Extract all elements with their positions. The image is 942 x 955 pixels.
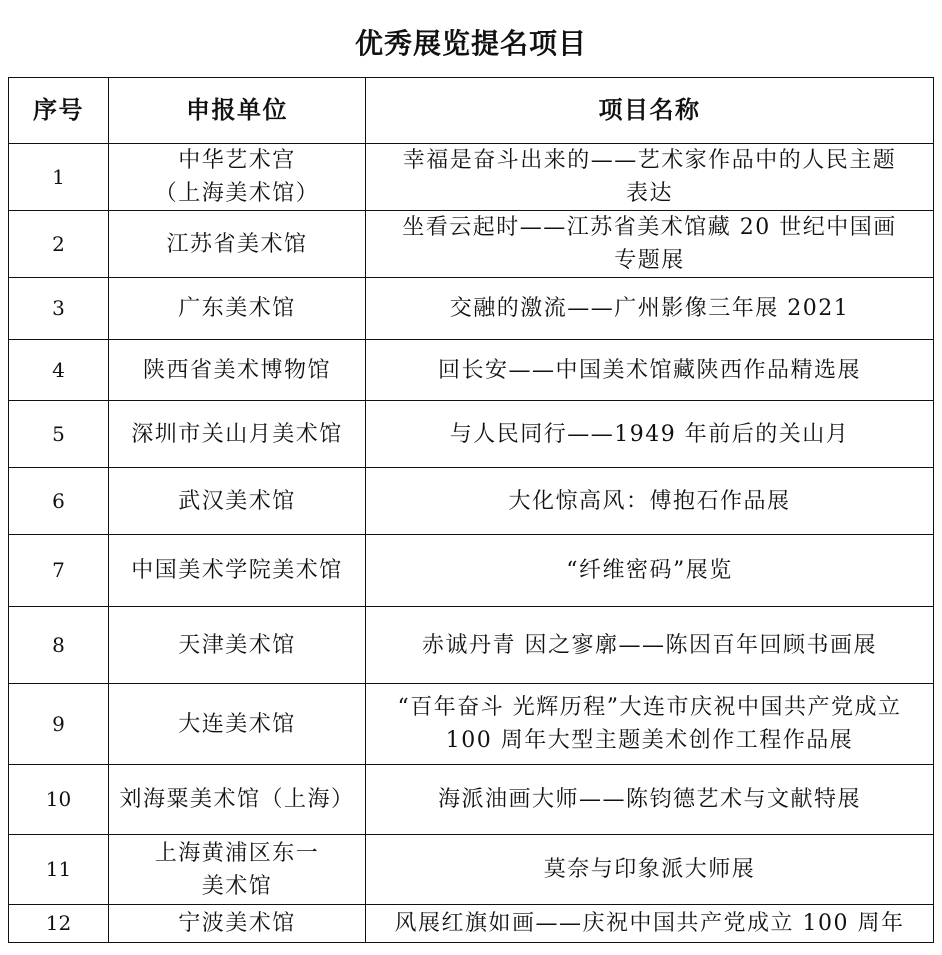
row-project: 交融的激流——广州影像三年展 2021: [366, 278, 934, 340]
row-number: 12: [9, 905, 109, 943]
table-row: [9, 607, 934, 684]
row-project: 回长安——中国美术馆藏陕西作品精选展: [366, 340, 934, 401]
table-body: [9, 144, 934, 943]
row-unit: 大连美术馆: [109, 684, 366, 765]
table-row: [9, 535, 934, 607]
row-number: 3: [9, 278, 109, 340]
header-project: 项目名称: [366, 78, 934, 144]
row-number: 1: [9, 144, 109, 211]
row-project: 风展红旗如画——庆祝中国共产党成立 100 周年: [366, 905, 934, 943]
row-unit: 江苏省美术馆: [109, 211, 366, 278]
row-number: 4: [9, 340, 109, 401]
row-number: 6: [9, 468, 109, 535]
row-unit: 陕西省美术博物馆: [109, 340, 366, 401]
table-row: [9, 401, 934, 468]
table-row: [9, 211, 934, 278]
row-project: “百年奋斗 光辉历程”大连市庆祝中国共产党成立 100 周年大型主题美术创作工程作品展: [366, 684, 934, 765]
row-number: 2: [9, 211, 109, 278]
header-number: 序号: [9, 78, 109, 144]
row-project: 坐看云起时——江苏省美术馆藏 20 世纪中国画 专题展: [366, 211, 934, 278]
table-row: [9, 468, 934, 535]
table-row: [9, 278, 934, 340]
row-unit: 宁波美术馆: [109, 905, 366, 943]
row-number: 9: [9, 684, 109, 765]
table-row: [9, 905, 934, 943]
row-unit: 中国美术学院美术馆: [109, 535, 366, 607]
row-number: 7: [9, 535, 109, 607]
row-unit: 中华艺术宫 （上海美术馆）: [109, 144, 366, 211]
row-number: 8: [9, 607, 109, 684]
table-row: [9, 144, 934, 211]
row-number: 10: [9, 765, 109, 835]
table-header-row: [9, 78, 934, 144]
row-unit: 刘海粟美术馆（上海）: [109, 765, 366, 835]
row-unit: 上海黄浦区东一 美术馆: [109, 835, 366, 905]
row-unit: 武汉美术馆: [109, 468, 366, 535]
row-project: 赤诚丹青 因之寥廓——陈因百年回顾书画展: [366, 607, 934, 684]
row-project: 海派油画大师——陈钧德艺术与文献特展: [366, 765, 934, 835]
row-project: 大化惊高风：傅抱石作品展: [366, 468, 934, 535]
row-unit: 天津美术馆: [109, 607, 366, 684]
nominee-table: [8, 77, 934, 943]
table-row: [9, 765, 934, 835]
row-project: “纤维密码”展览: [366, 535, 934, 607]
table-row: [9, 340, 934, 401]
row-number: 11: [9, 835, 109, 905]
table-row: [9, 835, 934, 905]
row-number: 5: [9, 401, 109, 468]
row-project: 与人民同行——1949 年前后的关山月: [366, 401, 934, 468]
row-unit: 深圳市关山月美术馆: [109, 401, 366, 468]
row-project: 幸福是奋斗出来的——艺术家作品中的人民主题 表达: [366, 144, 934, 211]
header-unit: 申报单位: [109, 78, 366, 144]
row-unit: 广东美术馆: [109, 278, 366, 340]
row-project: 莫奈与印象派大师展: [366, 835, 934, 905]
table-row: [9, 684, 934, 765]
page-title: 优秀展览提名项目: [354, 27, 587, 60]
